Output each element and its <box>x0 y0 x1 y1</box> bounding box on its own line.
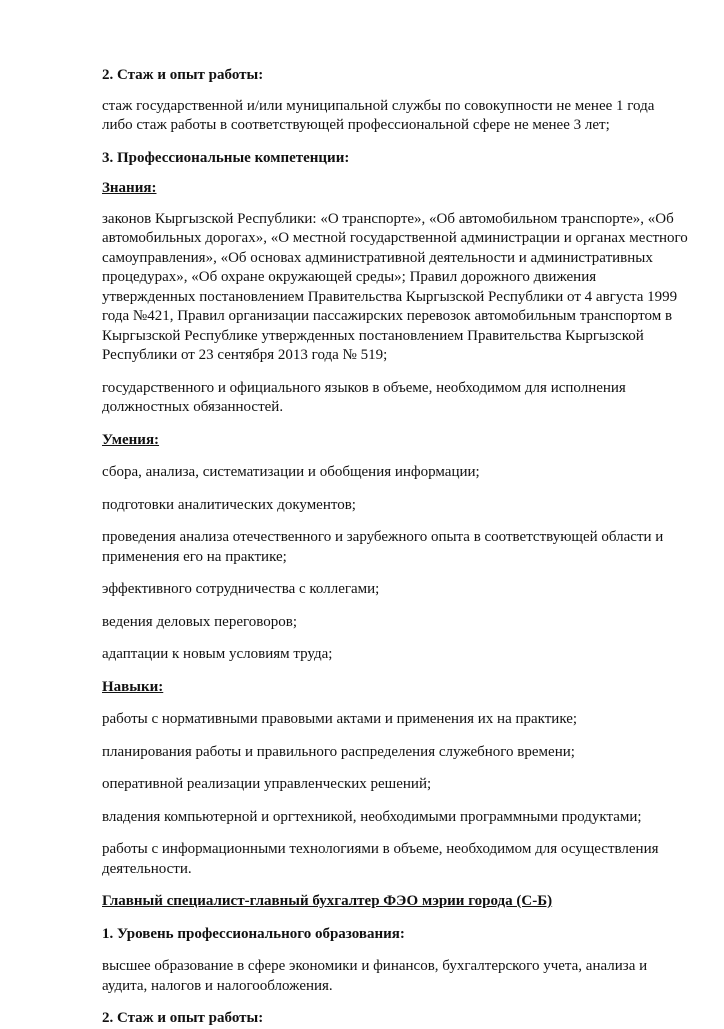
knowledge-laws-paragraph <box>102 210 688 366</box>
ability-item <box>102 775 682 795</box>
subheading-skills: Умения: <box>102 431 160 448</box>
text-line: работы с нормативными правовыми актами и применения их на практике; <box>102 711 578 727</box>
knowledge-languages-paragraph <box>102 379 682 418</box>
text-line: эффективного сотрудничества с коллегами; <box>102 581 380 597</box>
text-line: стаж государственной и/или муниципальной службы по совокупности не менее 1 года <box>102 97 655 114</box>
text-line: высшее образование в сфере экономики и финансов, бухгалтерского учета, анализа и <box>102 958 648 974</box>
skill-item <box>102 528 682 567</box>
experience-text <box>102 97 682 136</box>
skill-item <box>102 496 682 516</box>
text-line: работы с информационными технологиями в объеме, необходимом для осуществления <box>102 841 659 857</box>
ability-item <box>102 743 682 763</box>
section-heading-education: 1. Уровень профессионального образования: <box>102 925 405 942</box>
text-line: владения компьютерной и оргтехникой, необходимыми программными продуктами; <box>102 808 642 825</box>
subheading-knowledge: Знания: <box>102 180 157 196</box>
text-line: подготовки аналитических документов; <box>102 496 356 513</box>
text-line: применения его на практике; <box>102 548 287 565</box>
text-line: должностных обязанностей. <box>102 399 284 415</box>
document-page <box>102 66 688 1029</box>
skill-item <box>102 613 682 633</box>
text-line: деятельности. <box>102 860 192 877</box>
text-line: сбора, анализа, систематизации и обобщения информации; <box>102 464 480 480</box>
text-line: года №421, Правил организации пассажирских перевозок автомобильным транспортом в <box>102 308 673 324</box>
skill-item <box>102 463 682 483</box>
text-line: автомобильных дорогах», «О местной государственной администрации и органах местного <box>102 230 688 246</box>
text-line: Кыргызской Республике утвержденных постановлением Правительства Кыргызской <box>102 327 644 344</box>
section-heading-experience-2: 2. Стаж и опыт работы: <box>102 1010 264 1026</box>
text-line: ведения деловых переговоров; <box>102 613 297 630</box>
text-line: оперативной реализации управленческих решений; <box>102 776 432 792</box>
text-line: либо стаж работы в соответствующей профессиональной сфере не менее 3 лет; <box>102 117 610 133</box>
text-line: государственного и официального языков в объеме, необходимом для исполнения <box>102 379 626 396</box>
text-line: проведения анализа отечественного и зарубежного опыта в соответствующей области и <box>102 529 664 545</box>
text-line: процедурах», «Об охране окружающей среды»; Правил дорожного движения <box>102 269 597 285</box>
ability-item <box>102 840 682 879</box>
section-heading-competencies: 3. Профессиональные компетенции: <box>102 149 350 166</box>
education-text <box>102 957 682 996</box>
text-line: адаптации к новым условиям труда; <box>102 646 333 662</box>
ability-item <box>102 808 682 828</box>
text-line: планирования работы и правильного распределения служебного времени; <box>102 743 575 760</box>
skill-item <box>102 645 682 665</box>
text-line: законов Кыргызской Республики: «О транспорте», «Об автомобильном транспорте», «Об <box>102 210 674 227</box>
text-line: Республики от 23 сентября 2013 года № 519; <box>102 347 388 363</box>
text-line: аудита, налогов и налогообложения. <box>102 977 333 994</box>
section-heading-experience: 2. Стаж и опыт работы: <box>102 67 264 83</box>
skill-item <box>102 580 682 600</box>
text-line: самоуправления», «Об основах административной деятельности и административных <box>102 249 653 266</box>
text-line: утвержденных постановлением Правительства Кыргызской Республики от 4 августа 1999 <box>102 288 678 305</box>
ability-item <box>102 710 682 730</box>
position-title: Главный специалист-главный бухгалтер ФЭО мэрии города (С-Б) <box>102 893 553 909</box>
subheading-abilities: Навыки: <box>102 678 164 695</box>
